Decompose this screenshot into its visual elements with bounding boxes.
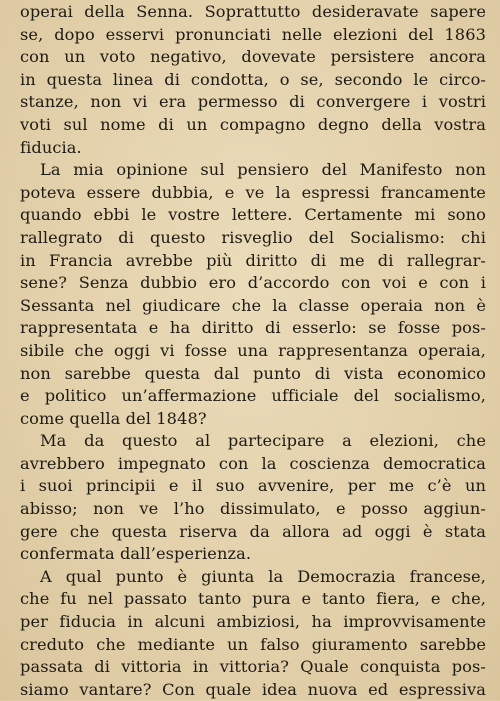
text-line: confermata dall’esperienza. bbox=[20, 544, 252, 564]
text-line: e politico un’affermazione ufficiale del socialismo, bbox=[20, 386, 486, 406]
text-line: se, dopo esservi pronunciati nelle elezioni del 1863 bbox=[20, 24, 486, 44]
paragraph bbox=[20, 159, 486, 430]
text-line: A qual punto è giunta la Democrazia francese, bbox=[40, 566, 486, 586]
text-line: passata di vittoria in vittoria? Quale conquista pos- bbox=[20, 657, 486, 677]
text-line: siamo vantare? Con quale idea nuova ed espressiva bbox=[20, 679, 486, 699]
paragraph bbox=[20, 1, 486, 159]
paragraph bbox=[20, 430, 486, 566]
text-line: Ma da questo al partecipare a elezioni, che bbox=[40, 431, 486, 451]
text-line: in Francia avrebbe più diritto di me di rallegrar- bbox=[20, 250, 486, 270]
text-line: voti sul nome di un compagno degno della vostra bbox=[20, 114, 486, 134]
text-line: creduto che mediante un falso giuramento sarebbe bbox=[20, 634, 486, 654]
text-line: avrebbero impegnato con la coscienza democratica bbox=[20, 453, 486, 473]
text-line: Sessanta nel giudicare che la classe operaia non è bbox=[20, 295, 486, 315]
text-line: La mia opinione sul pensiero del Manifesto non bbox=[40, 160, 486, 180]
paragraph bbox=[20, 566, 486, 701]
text-line: quando ebbi le vostre lettere. Certamente mi sono bbox=[20, 205, 486, 225]
text-line: in questa linea di condotta, o se, secondo le circo- bbox=[20, 69, 486, 89]
text-line: che fu nel passato tanto pura e tanto fiera, e che, bbox=[20, 589, 486, 609]
text-line: rappresentata e ha diritto di esserlo: se fosse pos- bbox=[20, 318, 486, 338]
text-line: i suoi principii e il suo avvenire, per me c’è un bbox=[20, 476, 486, 496]
text-line: sibile che oggi vi fosse una rappresentanza operaia, bbox=[20, 340, 486, 360]
text-line: rallegrato di questo risveglio del Socialismo: chi bbox=[20, 227, 486, 247]
text-line: come quella del 1848? bbox=[20, 408, 207, 428]
text-line: poteva essere dubbia, e ve la espressi francamente bbox=[20, 182, 486, 202]
text-line: stanze, non vi era permesso di convergere i vostri bbox=[20, 92, 486, 112]
text-line: abisso; non ve l’ho dissimulato, e posso aggiun- bbox=[20, 499, 486, 519]
text-line: con un voto negativo, dovevate persistere ancora bbox=[20, 47, 486, 67]
text-line: operai della Senna. Soprattutto desideravate sapere bbox=[20, 2, 486, 21]
text-line: sene? Senza dubbio ero d’accordo con voi e con i bbox=[20, 273, 486, 293]
text-line: non sarebbe questa dal punto di vista economico bbox=[20, 363, 486, 383]
text-line: gere che questa riserva da allora ad oggi è stata bbox=[20, 521, 486, 541]
text-line: per fiducia in alcuni ambiziosi, ha improvvisamente bbox=[20, 612, 486, 632]
text-line: fiducia. bbox=[20, 137, 82, 157]
